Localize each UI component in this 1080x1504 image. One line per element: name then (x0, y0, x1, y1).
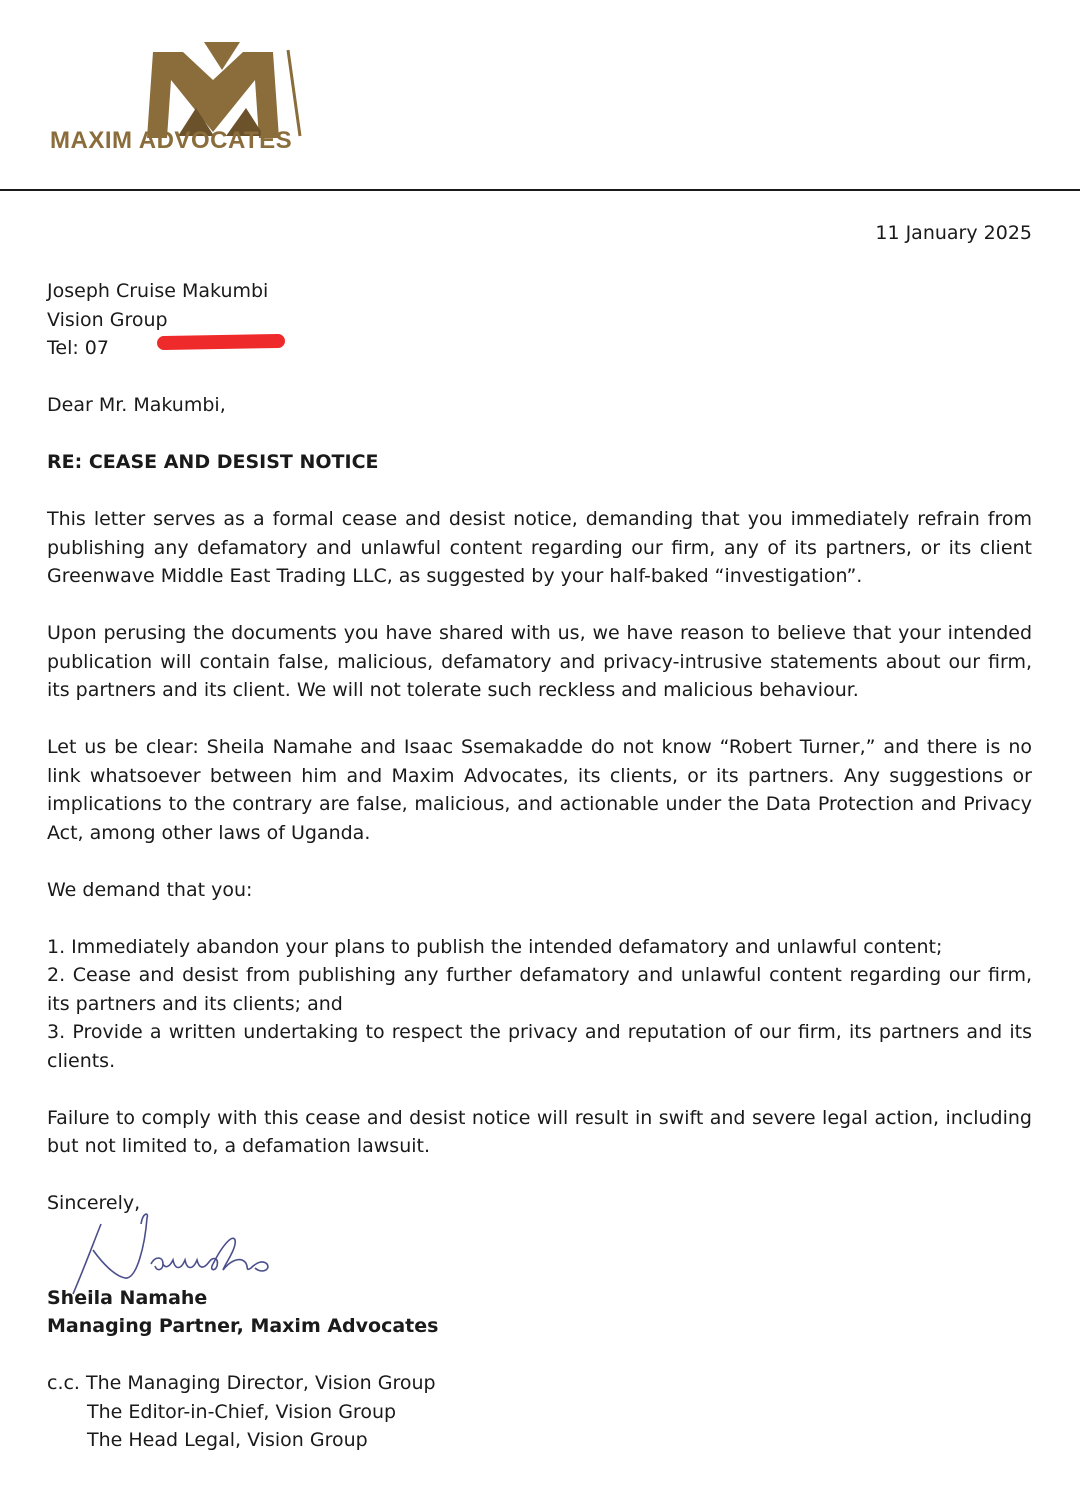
demand-list (47, 933, 1032, 1076)
demand-item: 2. Cease and desist from publishing any further defamatory and unlawful content regarding our firm, its partners and its clients; and (47, 964, 1032, 1015)
firm-logo-text: MAXIM ADVOCATES (50, 127, 293, 154)
letter-body (47, 277, 1032, 1483)
warning-paragraph: Failure to comply with this cease and desist notice will result in swift and severe legal action, including but not limited to, a defamation lawsuit. (47, 1106, 1032, 1157)
redaction-mark (157, 334, 285, 350)
recipient-tel (47, 334, 109, 363)
paragraph-3: Let us be clear: Sheila Namahe and Isaac Ssemakadde do not know “Robert Turner,” and there is no link whatsoever between him and Maxim Advocates, its clients, or its partners. Any suggestions or implications to the contrary are false, malicious, and actionable under the Data Protection and Privacy Act, among other laws of Uganda. (47, 736, 1032, 844)
demand-intro: We demand that you: (47, 878, 253, 901)
header-divider (0, 189, 1080, 191)
salutation: Dear Mr. Makumbi, (47, 394, 226, 416)
recipient-name: Joseph Cruise Makumbi (47, 280, 269, 302)
paragraph-1: This letter serves as a formal cease and desist notice, demanding that you immediately refrain from publishing any defamatory and unlawful content regarding our firm, any of its partners, or its client Greenwave Middle East Trading LLC, as suggested by your half-baked “investigation”. (47, 508, 1032, 587)
signatory-title: Managing Partner, Maxim Advocates (47, 1315, 439, 1337)
subject-line: RE: CEASE AND DESIST NOTICE (47, 451, 379, 473)
cc-entry: The Editor-in-Chief, Vision Group (87, 1400, 397, 1423)
demand-item: 3. Provide a written undertaking to respect the privacy and reputation of our firm, its partners and its clients. (47, 1021, 1032, 1072)
signatory-name: Sheila Namahe (47, 1286, 208, 1309)
demand-item: 1. Immediately abandon your plans to publish the intended defamatory and unlawful content; (47, 935, 943, 958)
closing: Sincerely, (47, 1192, 141, 1214)
cc-entry: c.c. The Managing Director, Vision Group (47, 1372, 436, 1394)
letter-date: 11 January 2025 (875, 222, 1032, 244)
recipient-block (47, 277, 1032, 363)
paragraph-2: Upon perusing the documents you have shared with us, we have reason to believe that your intended publication will contain false, malicious, defamatory and privacy-intrusive statements about our firm, its partners and its client. We will not tolerate such reckless and malicious behaviour. (47, 622, 1032, 701)
cc-block (47, 1369, 1032, 1455)
cc-entry: The Head Legal, Vision Group (87, 1429, 368, 1451)
recipient-organization: Vision Group (47, 308, 168, 331)
tel-label: Tel: 07 (47, 337, 109, 359)
signatory-block (47, 1284, 1032, 1341)
